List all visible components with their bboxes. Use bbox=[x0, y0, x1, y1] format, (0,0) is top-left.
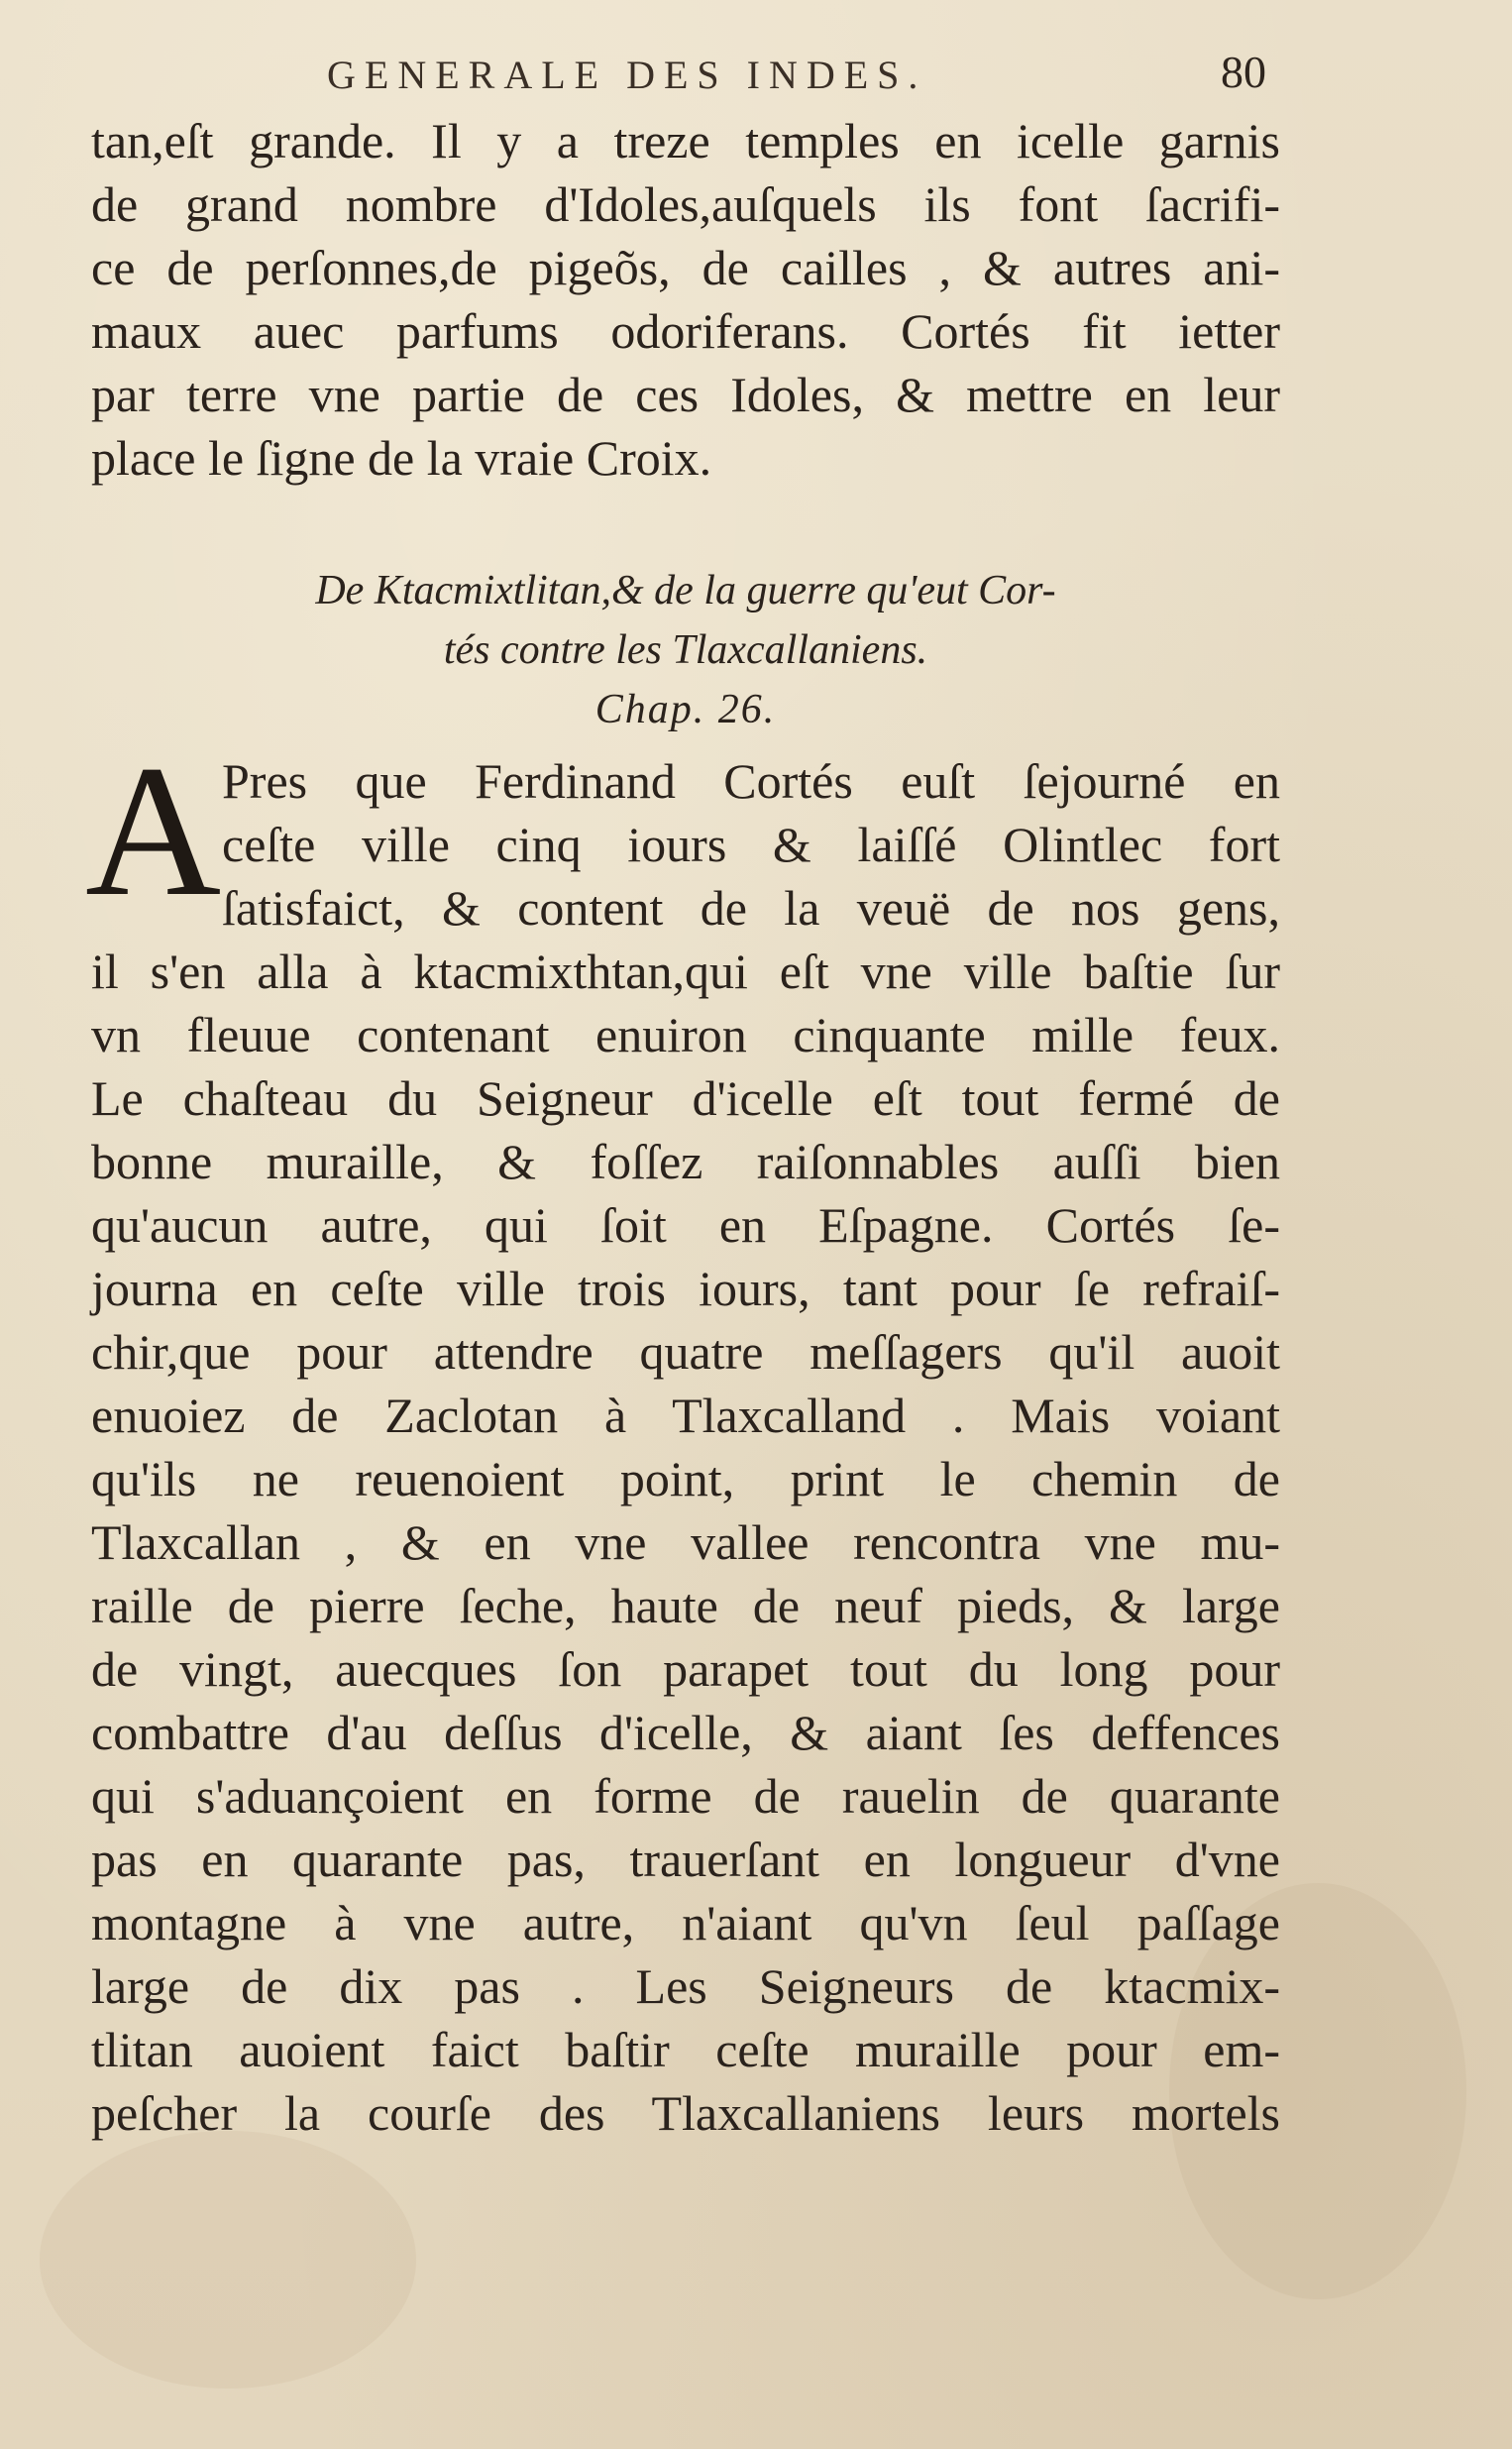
text-line: ceſte ville cinq iours & laiſſé Olintlec fort bbox=[222, 817, 1280, 872]
text-line: place le ſigne de la vraie Croix. bbox=[91, 430, 712, 486]
text-line: tan,eſt grande. Il y a treze temples en icelle garnis bbox=[91, 113, 1280, 168]
chapter-title-line: tés contre les Tlaxcallaniens. bbox=[443, 627, 928, 673]
text-line: de vingt, auecques ſon parapet tout du long pour bbox=[91, 1641, 1280, 1697]
text-line: montagne à vne autre, n'aiant qu'vn ſeul paſſage bbox=[91, 1895, 1280, 1950]
text-line: Le chaſteau du Seigneur d'icelle eſt tout fermé de bbox=[91, 1070, 1280, 1126]
top-paragraph bbox=[91, 109, 1280, 490]
chapter-body bbox=[85, 727, 1280, 2145]
text-line: journa en ceſte ville trois iours, tant pour ſe refraiſ- bbox=[91, 1261, 1280, 1316]
text-line: par terre vne partie de ces Idoles, & mettre en leur bbox=[91, 367, 1280, 422]
text-line: pas en quarante pas, trauerſant en longueur d'vne bbox=[91, 1832, 1280, 1887]
text-line: bonne muraille, & foſſez raiſonnables auſſi bien bbox=[91, 1134, 1280, 1189]
drop-cap: A bbox=[85, 727, 222, 936]
text-line: qu'ils ne reuenoient point, print le chemin de bbox=[91, 1451, 1280, 1506]
text-line: enuoiez de Zaclotan à Tlaxcalland . Mais voiant bbox=[91, 1388, 1280, 1443]
text-line: Tlaxcallan , & en vne vallee rencontra vne mu- bbox=[91, 1514, 1280, 1570]
text-line: tlitan auoient faict baſtir ceſte muraille pour em- bbox=[91, 2022, 1280, 2077]
text-line: maux auec parfums odoriferans. Cortés fit ietter bbox=[91, 303, 1280, 359]
chapter-number: Chap. 26. bbox=[594, 687, 777, 732]
text-line: ſatisfaict, & content de la veuë de nos gens, bbox=[222, 880, 1280, 936]
text-line: Pres que Ferdinand Cortés euſt ſejourné en bbox=[222, 753, 1280, 809]
text-line: qui s'aduançoient en forme de rauelin de quarante bbox=[91, 1768, 1280, 1824]
text-line: il s'en alla à ktacmixthtan,qui eſt vne ville baſtie ſur bbox=[91, 944, 1280, 999]
text-line: vn fleuue contenant enuiron cinquante mille feux. bbox=[91, 1007, 1280, 1062]
text-line: ce de perſonnes,de pigeõs, de cailles , & autres ani- bbox=[91, 240, 1280, 295]
chapter-heading bbox=[91, 561, 1280, 739]
chapter-title-line: De Ktacmixtlitan,& de la guerre qu'eut Cor- bbox=[315, 568, 1056, 613]
text-line: chir,que pour attendre quatre meſſagers qu'il auoit bbox=[91, 1324, 1280, 1380]
text-line: qu'aucun autre, qui ſoit en Eſpagne. Cortés ſe- bbox=[91, 1197, 1280, 1253]
running-head bbox=[0, 47, 1512, 107]
text-line: large de dix pas . Les Seigneurs de ktacmix- bbox=[91, 1958, 1280, 2014]
paper-stain bbox=[40, 2131, 416, 2389]
running-head-title: GENERALE DES INDES. bbox=[327, 53, 927, 97]
text-line: peſcher la courſe des Tlaxcallaniens leurs mortels bbox=[91, 2085, 1280, 2141]
text-line: combattre d'au deſſus d'icelle, & aiant ſes deffences bbox=[91, 1705, 1280, 1760]
text-line: raille de pierre ſeche, haute de neuf pieds, & large bbox=[91, 1578, 1280, 1633]
page-number: 80 bbox=[1221, 47, 1266, 97]
text-line: de grand nombre d'Idoles,auſquels ils font ſacrifi- bbox=[91, 176, 1280, 232]
